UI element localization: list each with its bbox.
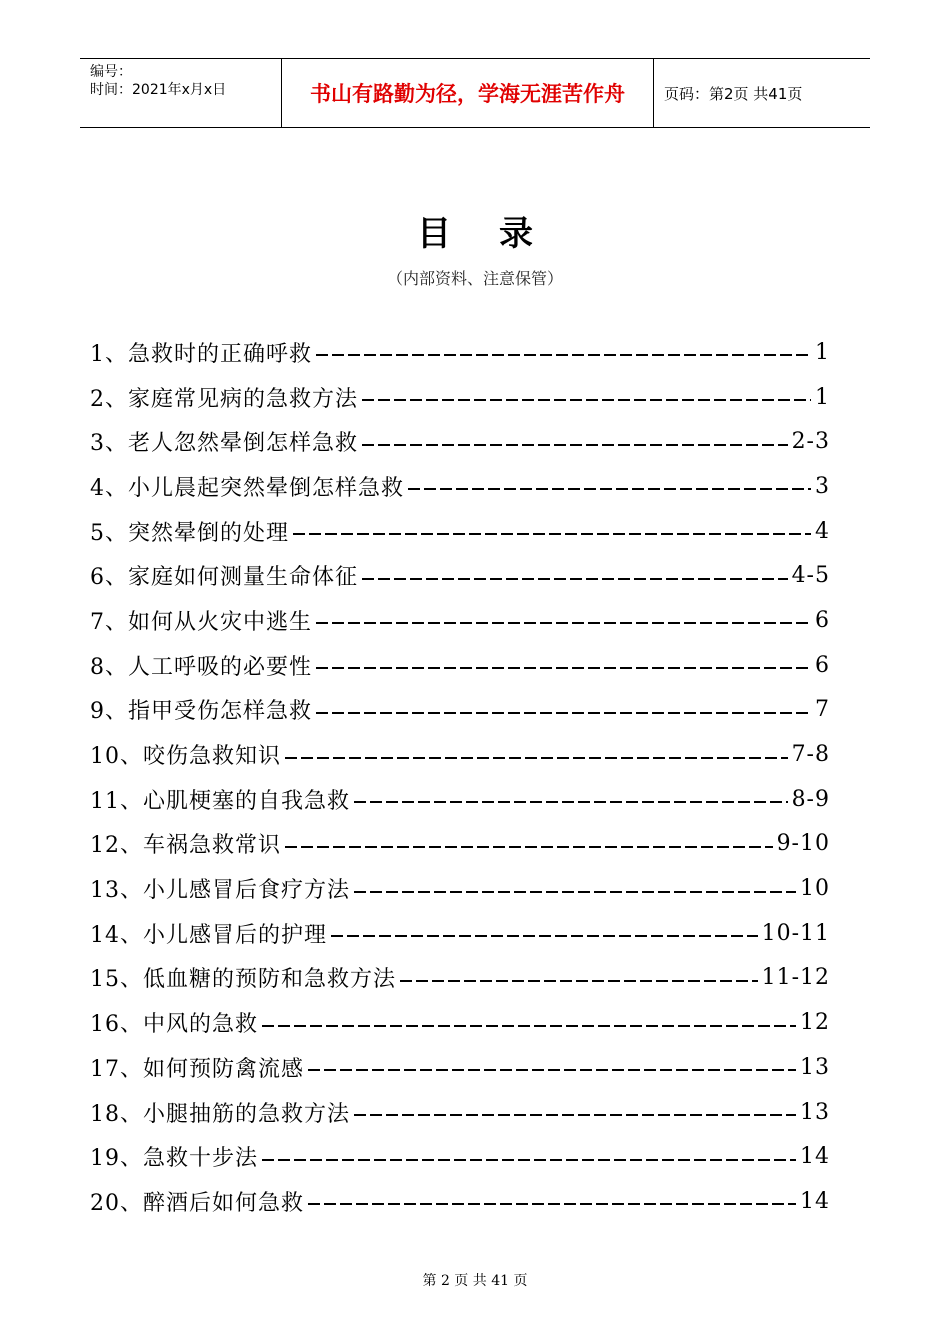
toc-entry[interactable] (90, 464, 830, 509)
page-subtitle: （内部资料、注意保管） (386, 269, 563, 288)
toc-entry[interactable] (90, 553, 830, 598)
toc-leader-dashes (362, 399, 811, 401)
page-header (80, 58, 870, 128)
toc-entry-label: 1、急救时的正确呼救 (90, 341, 312, 367)
toc-entry-label: 2、家庭常见病的急救方法 (90, 386, 358, 412)
toc-entry-page: 1 (815, 339, 830, 365)
toc-entry[interactable] (90, 419, 830, 464)
toc-leader-dashes (308, 1069, 796, 1071)
header-meta (80, 59, 282, 127)
page-footer: 第 2 页 共 41 页 (422, 1273, 528, 1289)
toc-entry-page: 7-8 (791, 742, 830, 768)
toc-entry[interactable] (90, 375, 830, 420)
toc-entry-label: 14、小儿感冒后的护理 (90, 922, 327, 948)
toc-entry-label: 11、心肌梗塞的自我急救 (90, 788, 350, 814)
toc-entry[interactable] (90, 866, 830, 911)
toc-entry-label: 19、急救十步法 (90, 1146, 258, 1172)
toc-entry-label: 17、如何预防禽流感 (90, 1056, 304, 1082)
toc-entry-label: 6、家庭如何测量生命体征 (90, 565, 358, 591)
toc-leader-dashes (262, 1025, 796, 1027)
toc-leader-dashes (316, 622, 811, 624)
toc-entry-label: 16、中风的急救 (90, 1012, 258, 1038)
toc-entry-page: 14 (800, 1188, 830, 1214)
toc-leader-dashes (316, 354, 811, 356)
toc-entry-page: 14 (800, 1144, 830, 1170)
toc-entry[interactable] (90, 956, 830, 1001)
toc-entry-page: 7 (815, 697, 830, 723)
toc-leader-dashes (408, 488, 811, 490)
header-motto: 书山有路勤为径，学海无涯苦作舟 (282, 59, 654, 127)
toc-leader-dashes (293, 533, 811, 535)
toc-leader-dashes (316, 667, 811, 669)
toc-entry-page: 11-12 (761, 965, 830, 991)
toc-leader-dashes (362, 578, 788, 580)
toc-entry[interactable] (90, 822, 830, 867)
toc-entry-label: 7、如何从火灾中逃生 (90, 609, 312, 635)
toc-entry-page: 1 (815, 384, 830, 410)
toc-leader-dashes (362, 444, 788, 446)
toc-entry-label: 8、人工呼吸的必要性 (90, 654, 312, 680)
toc-entry-label: 12、车祸急救常识 (90, 833, 281, 859)
toc-entry-page: 4-5 (791, 563, 830, 589)
toc-entry-page: 10-11 (761, 920, 830, 946)
document-number-label: 编号： (90, 64, 132, 80)
toc-entry-page: 13 (800, 1054, 830, 1080)
toc-entry-page: 10 (800, 876, 830, 902)
toc-entry-label: 4、小儿晨起突然晕倒怎样急救 (90, 475, 404, 501)
toc-entry[interactable] (90, 643, 830, 688)
toc-entry[interactable] (90, 1134, 830, 1179)
toc-entry[interactable] (90, 509, 830, 554)
toc-entry-page: 8-9 (791, 786, 830, 812)
toc-leader-dashes (285, 757, 788, 759)
toc-entry[interactable] (90, 777, 830, 822)
toc-leader-dashes (285, 846, 773, 848)
toc-leader-dashes (262, 1159, 796, 1161)
toc-leader-dashes (400, 980, 758, 982)
toc-entry[interactable] (90, 688, 830, 733)
toc-entry-page: 3 (815, 473, 830, 499)
toc-entry-page: 2-3 (791, 429, 830, 455)
toc-entry[interactable] (90, 330, 830, 375)
toc-entry-label: 18、小腿抽筋的急救方法 (90, 1101, 350, 1127)
toc-entry-label: 3、老人忽然晕倒怎样急救 (90, 431, 358, 457)
document-time-label: 时间：2021年x月x日 (90, 82, 227, 98)
toc-entry[interactable] (90, 1179, 830, 1224)
toc-leader-dashes (354, 801, 788, 803)
toc-entry[interactable] (90, 1090, 830, 1135)
toc-leader-dashes (308, 1203, 796, 1205)
toc-entry-label: 10、咬伤急救知识 (90, 744, 281, 770)
toc-entry[interactable] (90, 1045, 830, 1090)
toc-entry-label: 15、低血糖的预防和急救方法 (90, 967, 396, 993)
table-of-contents (90, 330, 830, 1224)
toc-entry-label: 5、突然晕倒的处理 (90, 520, 289, 546)
toc-entry-label: 13、小儿感冒后食疗方法 (90, 878, 350, 904)
toc-entry-page: 9-10 (776, 831, 830, 857)
toc-entry-label: 9、指甲受伤怎样急救 (90, 699, 312, 725)
toc-entry-page: 6 (815, 652, 830, 678)
toc-leader-dashes (354, 891, 796, 893)
toc-entry[interactable] (90, 732, 830, 777)
toc-entry-page: 6 (815, 607, 830, 633)
header-page-info: 页码：第2页 共41页 (664, 84, 803, 103)
toc-leader-dashes (354, 1114, 796, 1116)
toc-entry[interactable] (90, 598, 830, 643)
toc-entry-label: 20、醉酒后如何急救 (90, 1190, 304, 1216)
toc-entry[interactable] (90, 911, 830, 956)
toc-leader-dashes (316, 712, 811, 714)
toc-entry[interactable] (90, 1000, 830, 1045)
toc-leader-dashes (331, 935, 758, 937)
toc-entry-page: 12 (800, 1010, 830, 1036)
page-title: 目录 (417, 214, 581, 254)
toc-entry-page: 4 (815, 518, 830, 544)
toc-entry-page: 13 (800, 1099, 830, 1125)
